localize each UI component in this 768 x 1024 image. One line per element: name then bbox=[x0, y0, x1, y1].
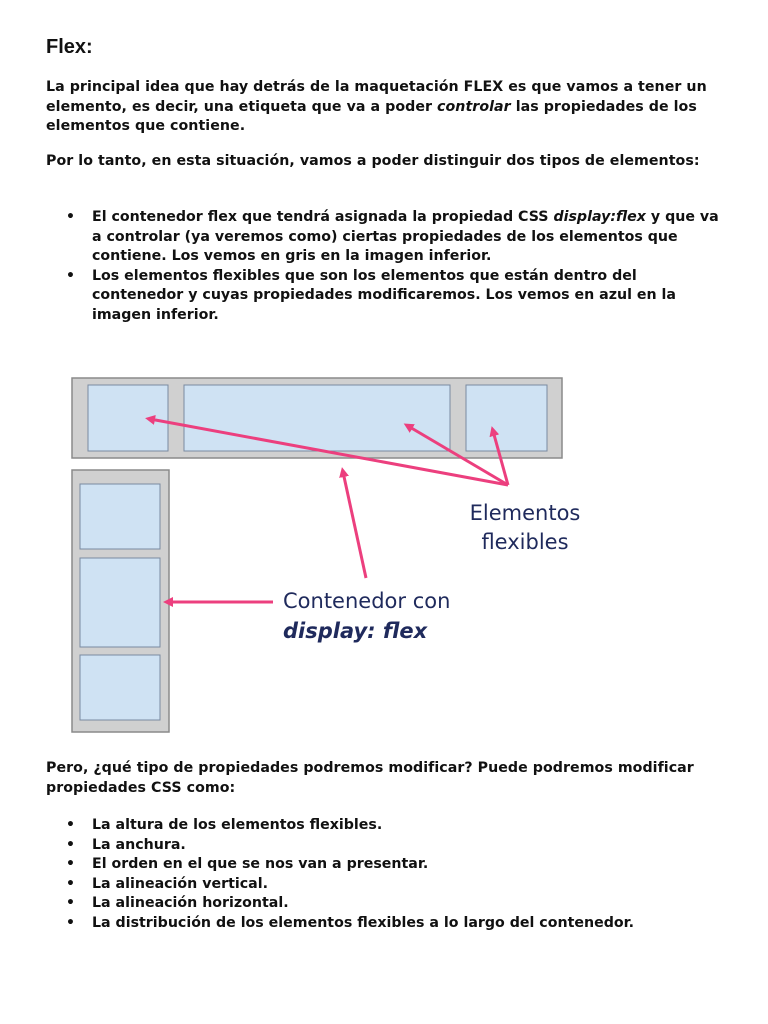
list-item bbox=[46, 208, 726, 267]
bullet-icon: • bbox=[66, 875, 75, 892]
bullet-icon: • bbox=[66, 267, 75, 284]
list-item bbox=[46, 267, 726, 326]
label-flexible-items-line2: flexibles bbox=[481, 530, 569, 554]
bullet-icon: • bbox=[66, 856, 75, 873]
bullet-icon: • bbox=[66, 836, 75, 853]
list-item bbox=[46, 894, 726, 914]
flex-item-v1 bbox=[80, 484, 160, 549]
list-item bbox=[46, 816, 726, 836]
list-item-text: Los elementos flexibles que son los elementos que están dentro del contenedor y cuyas propiedades modificaremos. Los vemos en azul en la imagen inferior. bbox=[92, 267, 676, 323]
bullet-icon: • bbox=[66, 209, 75, 225]
list-item bbox=[46, 855, 726, 875]
list-item-text: La altura de los elementos flexibles. bbox=[92, 817, 383, 833]
list-item-emphasis: display:flex bbox=[553, 209, 646, 225]
flex-item-v2 bbox=[80, 558, 160, 647]
list-item bbox=[46, 914, 726, 934]
properties-paragraph: Pero, ¿qué tipo de propiedades podremos modificar? Puede podremos modificar propiedades CSS como: bbox=[46, 760, 694, 796]
list-item-text: El orden en el que se nos van a presentar. bbox=[92, 856, 429, 873]
element-types-list bbox=[46, 208, 726, 326]
properties-list bbox=[46, 816, 726, 934]
list-item-text: La distribución de los elementos flexibles a lo largo del contenedor. bbox=[92, 914, 634, 931]
flex-diagram bbox=[70, 376, 630, 736]
intro-text-1: La principal idea que hay detrás de la maquetación FLEX es que vamos a tener un elemento, es decir, una etiqueta que va a poder bbox=[46, 79, 707, 115]
bullet-icon: • bbox=[66, 817, 75, 833]
list-item-text: La alineación vertical. bbox=[92, 875, 268, 892]
label-container-line2: display: flex bbox=[283, 619, 428, 643]
bullet-icon: • bbox=[66, 914, 75, 931]
list-item bbox=[46, 836, 726, 856]
list-item-text: La anchura. bbox=[92, 836, 186, 853]
intro-emphasis: controlar bbox=[437, 98, 511, 115]
arrow-to-horizontal-container bbox=[343, 472, 366, 578]
label-flexible-items-line1: Elementos bbox=[469, 501, 581, 525]
label-container-line1: Contenedor con bbox=[283, 589, 451, 613]
flex-item-h1 bbox=[88, 385, 168, 451]
types-paragraph: Por lo tanto, en esta situación, vamos a poder distinguir dos tipos de elementos: bbox=[46, 153, 700, 169]
list-item-text-1: El contenedor flex que tendrá asignada la propiedad CSS bbox=[92, 209, 554, 225]
bullet-icon: • bbox=[66, 895, 75, 912]
intro-paragraph bbox=[46, 78, 726, 137]
flex-item-h3 bbox=[466, 385, 547, 451]
flex-item-h2 bbox=[184, 385, 450, 451]
page-title: Flex: bbox=[46, 36, 93, 58]
list-item bbox=[46, 875, 726, 895]
list-item-text-2: y que va a controlar (ya veremos como) ciertas propiedades de los elementos que contiene. Los vemos en gris en la imagen inferior. bbox=[92, 209, 719, 265]
intro-text-2: las propiedades de los elementos que contiene. bbox=[46, 98, 697, 135]
list-item-text: La alineación horizontal. bbox=[92, 895, 289, 912]
flex-item-v3 bbox=[80, 655, 160, 720]
